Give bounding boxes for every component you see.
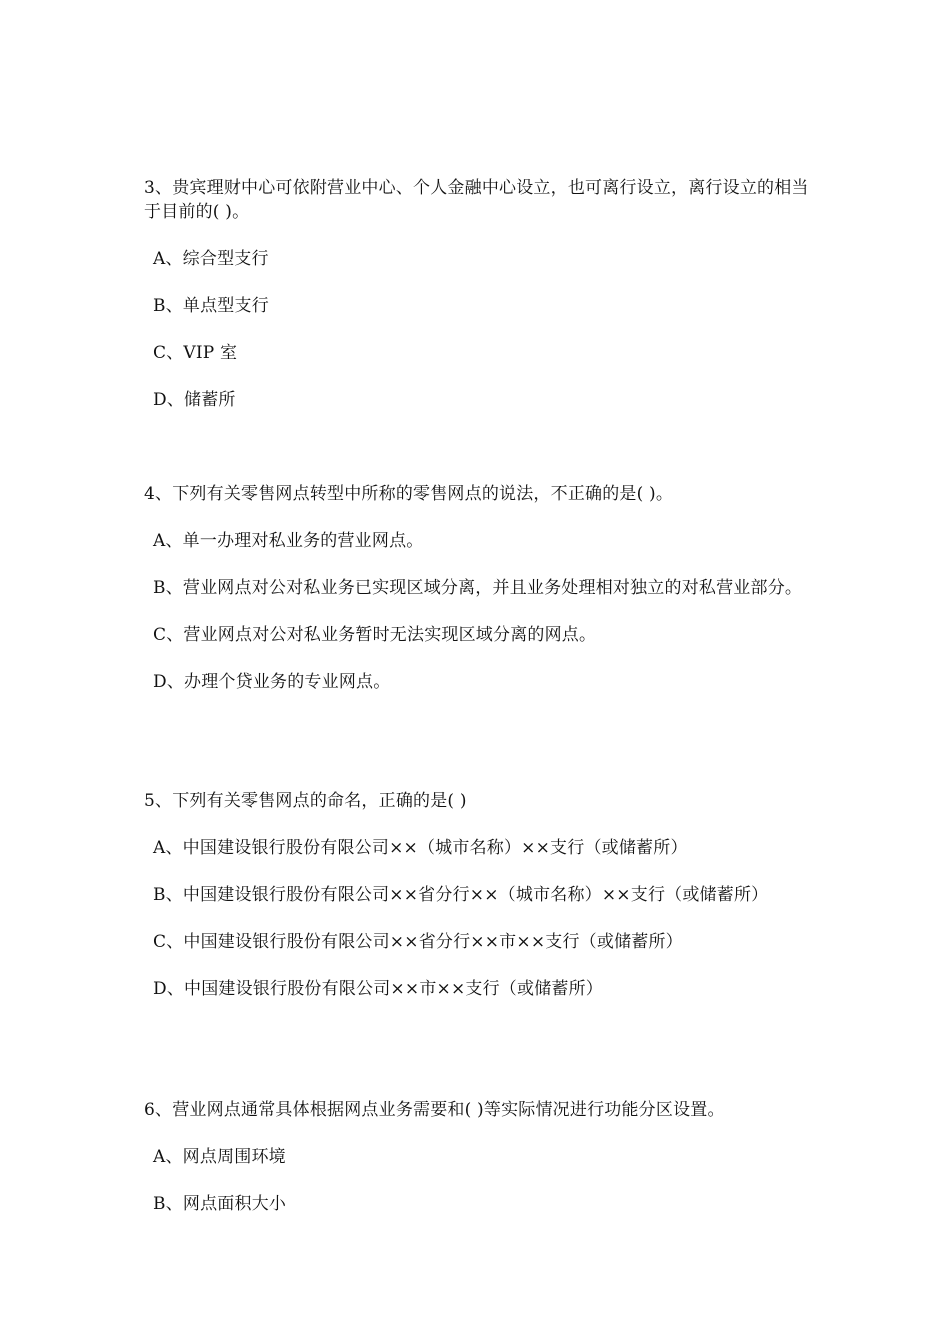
question-6	[144, 1098, 809, 1239]
option-c: C、VIP 室	[153, 343, 238, 363]
option-d: D、中国建设银行股份有限公司××市××支行（或储蓄所）	[153, 979, 604, 999]
option-d: D、储蓄所	[153, 390, 236, 410]
question-stem: 5、下列有关零售网点的命名，正确的是( )	[144, 791, 467, 811]
option-b: B、网点面积大小	[153, 1194, 287, 1214]
question-5	[144, 789, 809, 1024]
option-c: C、营业网点对公对私业务暂时无法实现区域分离的网点。	[153, 625, 597, 645]
option-a: A、综合型支行	[153, 249, 269, 269]
option-a: A、网点周围环境	[153, 1147, 286, 1167]
option-c: C、中国建设银行股份有限公司××省分行××市××支行（或储蓄所）	[153, 932, 683, 952]
question-stem: 4、下列有关零售网点转型中所称的零售网点的说法，不正确的是( )。	[144, 484, 674, 504]
option-a: A、中国建设银行股份有限公司××（城市名称）××支行（或储蓄所）	[153, 838, 688, 858]
question-4	[144, 482, 809, 717]
option-b: B、单点型支行	[153, 296, 269, 316]
option-b: B、中国建设银行股份有限公司××省分行××（城市名称）××支行（或储蓄所）	[153, 885, 769, 905]
option-a: A、单一办理对私业务的营业网点。	[153, 531, 424, 551]
question-3	[144, 176, 809, 435]
question-stem: 6、营业网点通常具体根据网点业务需要和( )等实际情况进行功能分区设置。	[144, 1100, 725, 1120]
question-stem: 3、贵宾理财中心可依附营业中心、个人金融中心设立，也可离行设立，离行设立的相当于目前的( )。	[144, 178, 809, 222]
option-d: D、办理个贷业务的专业网点。	[153, 672, 391, 692]
option-b: B、营业网点对公对私业务已实现区域分离，并且业务处理相对独立的对私营业部分。	[153, 578, 803, 598]
